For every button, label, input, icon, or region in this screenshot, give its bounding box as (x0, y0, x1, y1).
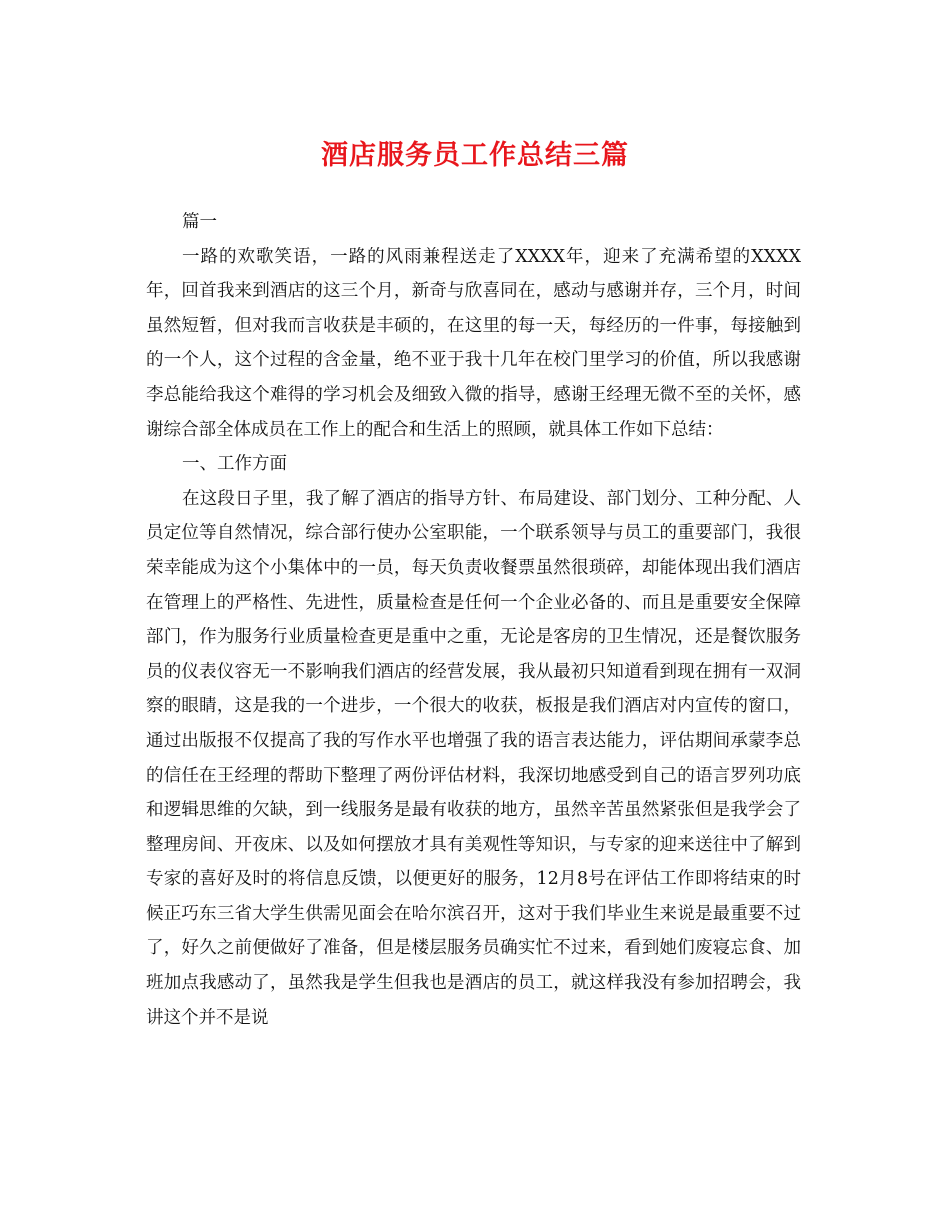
work-paragraph: 在这段日子里，我了解了酒店的指导方针、布局建设、部门划分、工种分配、人员定位等自然情况，综合部行使办公室职能，一个联系领导与员工的重要部门，我很荣幸能成为这个小集体中的一员，每天负责收餐票虽然很琐碎，却能体现出我们酒店在管理上的严格性、先进性，质量检查是任何一个企业必备的、而且是重要安全保障部门，作为服务行业质量检查更是重中之重，无论是客房的卫生情况，还是餐饮服务员的仪表仪容无一不影响我们酒店的经营发展，我从最初只知道看到现在拥有一双洞察的眼睛，这是我的一个进步，一个很大的收获，板报是我们酒店对内宣传的窗口，通过出版报不仅提高了我的写作水平也增强了我的语言表达能力，评估期间承蒙李总的信任在王经理的帮助下整理了两份评估材料，我深切地感受到自己的语言罗列功底和逻辑思维的欠缺，到一线服务是最有收获的地方，虽然辛苦虽然紧张但是我学会了整理房间、开夜床、以及如何摆放才具有美观性等知识，与专家的迎来送往中了解到专家的喜好及时的将信息反馈，以便更好的服务，12月8号在评估工作即将结束的时候正巧东三省大学生供需见面会在哈尔滨召开，这对于我们毕业生来说是最重要不过了，好久之前便做好了准备，但是楼层服务员确实忙不过来，看到她们废寝忘食、加班加点我感动了，虽然我是学生但我也是酒店的员工，就这样我没有参加招聘会，我讲这个并不是说 (146, 488, 801, 1028)
document-body (146, 205, 801, 1035)
intro-paragraph: 一路的欢歌笑语，一路的风雨兼程送走了XXXX年，迎来了充满希望的XXXX年，回首我来到酒店的这三个月，新奇与欣喜同在，感动与感谢并存，三个月，时间虽然短暂，但对我而言收获是丰硕的，在这里的每一天，每经历的一件事，每接触到的一个人，这个过程的含金量，绝不亚于我十几年在校门里学习的价值，所以我感谢李总能给我这个难得的学习机会及细致入微的指导，感谢王经理无微不至的关怀，感谢综合部全体成员在工作上的配合和生活上的照顾，就具体工作如下总结： (146, 246, 801, 440)
document-title: 酒店服务员工作总结三篇 (321, 140, 629, 171)
section-heading-part-one: 篇一 (182, 212, 217, 232)
section-heading-work: 一、工作方面 (182, 454, 287, 475)
